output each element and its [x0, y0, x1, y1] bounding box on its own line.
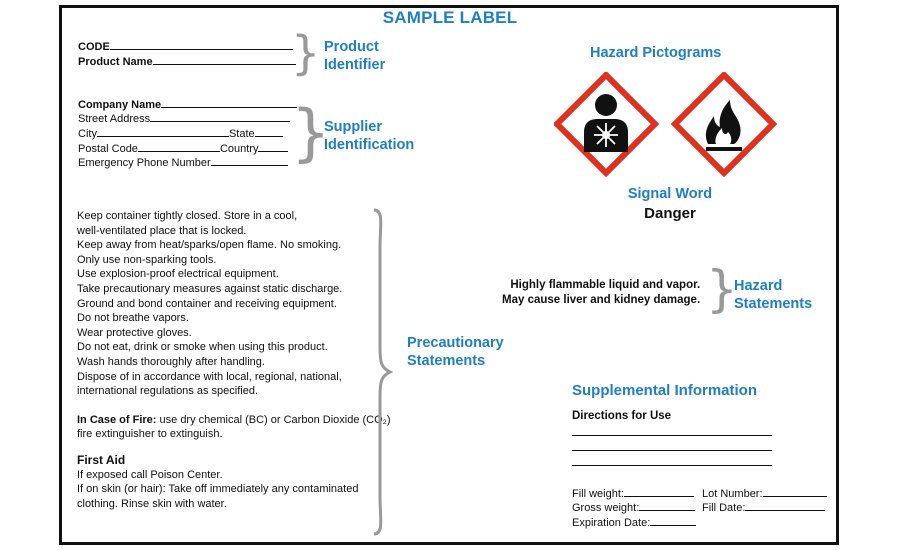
product-brace: }	[291, 26, 321, 80]
product-identifier-category: Product Identifier	[324, 39, 386, 73]
gross-weight-field: Gross weight:	[572, 500, 695, 514]
first-aid-heading: First Aid	[77, 452, 126, 467]
flame-icon	[675, 75, 773, 173]
supplemental-information-heading: Supplemental Information	[572, 382, 758, 399]
expiration-date-field: Expiration Date:	[572, 515, 696, 529]
company-name-field: Company Name	[78, 97, 297, 113]
precautionary-statements-category: Precautionary Statements	[407, 335, 504, 369]
supplier-identification-category: Supplier Identification	[324, 119, 415, 153]
postal-country-field: Postal Code Country	[78, 141, 288, 157]
emergency-phone-field: Emergency Phone Number	[78, 155, 288, 171]
precautionary-brace	[370, 208, 396, 536]
hazard-pictograms	[554, 72, 778, 182]
hazard-statements-text: Highly flammable liquid and vapor. May cause liver and kidney damage.	[502, 279, 701, 306]
hazard-pictograms-heading: Hazard Pictograms	[590, 45, 722, 61]
hazard-statements-category: Hazard Statements	[734, 278, 813, 312]
supplier-brace: }	[291, 96, 331, 169]
health-hazard-icon	[557, 75, 655, 173]
street-address-field: Street Address	[78, 111, 290, 127]
fill-weight-field: Fill weight:	[572, 486, 694, 500]
lot-number-field: Lot Number:	[702, 486, 827, 500]
signal-word-heading: Signal Word	[627, 186, 713, 202]
precautionary-statements-text: Keep container tightly closed. Store in a cool, well-ventilated place that is locked. Keep away from heat/sparks/open flame. No smoking. Only use non-sparking tools. Use explosion-proof electrical equipment. Take precautionary measures against static discharge. Ground and bond container and receiving equipment. Do not breathe vapors. Wear protective gloves. Do not eat, drink or smoke when using this product. Wash hands thoroughly after handling. Dispose of in accordance with local, regional, national, international regulations as specified. In Case of Fire: use dry chemical (BC) or Carbon Dioxide (CO₂) fire extinguisher to extinguish. First Aid If exposed call Poison Center. If on skin (or hair): Take off immediately any contaminated clothing. Rinse skin with water.	[77, 210, 391, 510]
directions-for-use-label: Directions for Use	[572, 410, 672, 422]
fire-instructions: In Case of Fire: use dry chemical (BC) or Carbon Dioxide (CO₂)	[77, 413, 391, 426]
product-name-field: Product Name	[78, 54, 296, 70]
hazard-brace: }	[706, 260, 738, 318]
code-field: CODE	[78, 39, 293, 55]
city-state-field: City State	[78, 126, 283, 142]
label-title: SAMPLE LABEL	[382, 8, 518, 27]
signal-word-value: Danger	[644, 205, 696, 222]
fill-date-field: Fill Date:	[702, 500, 825, 514]
